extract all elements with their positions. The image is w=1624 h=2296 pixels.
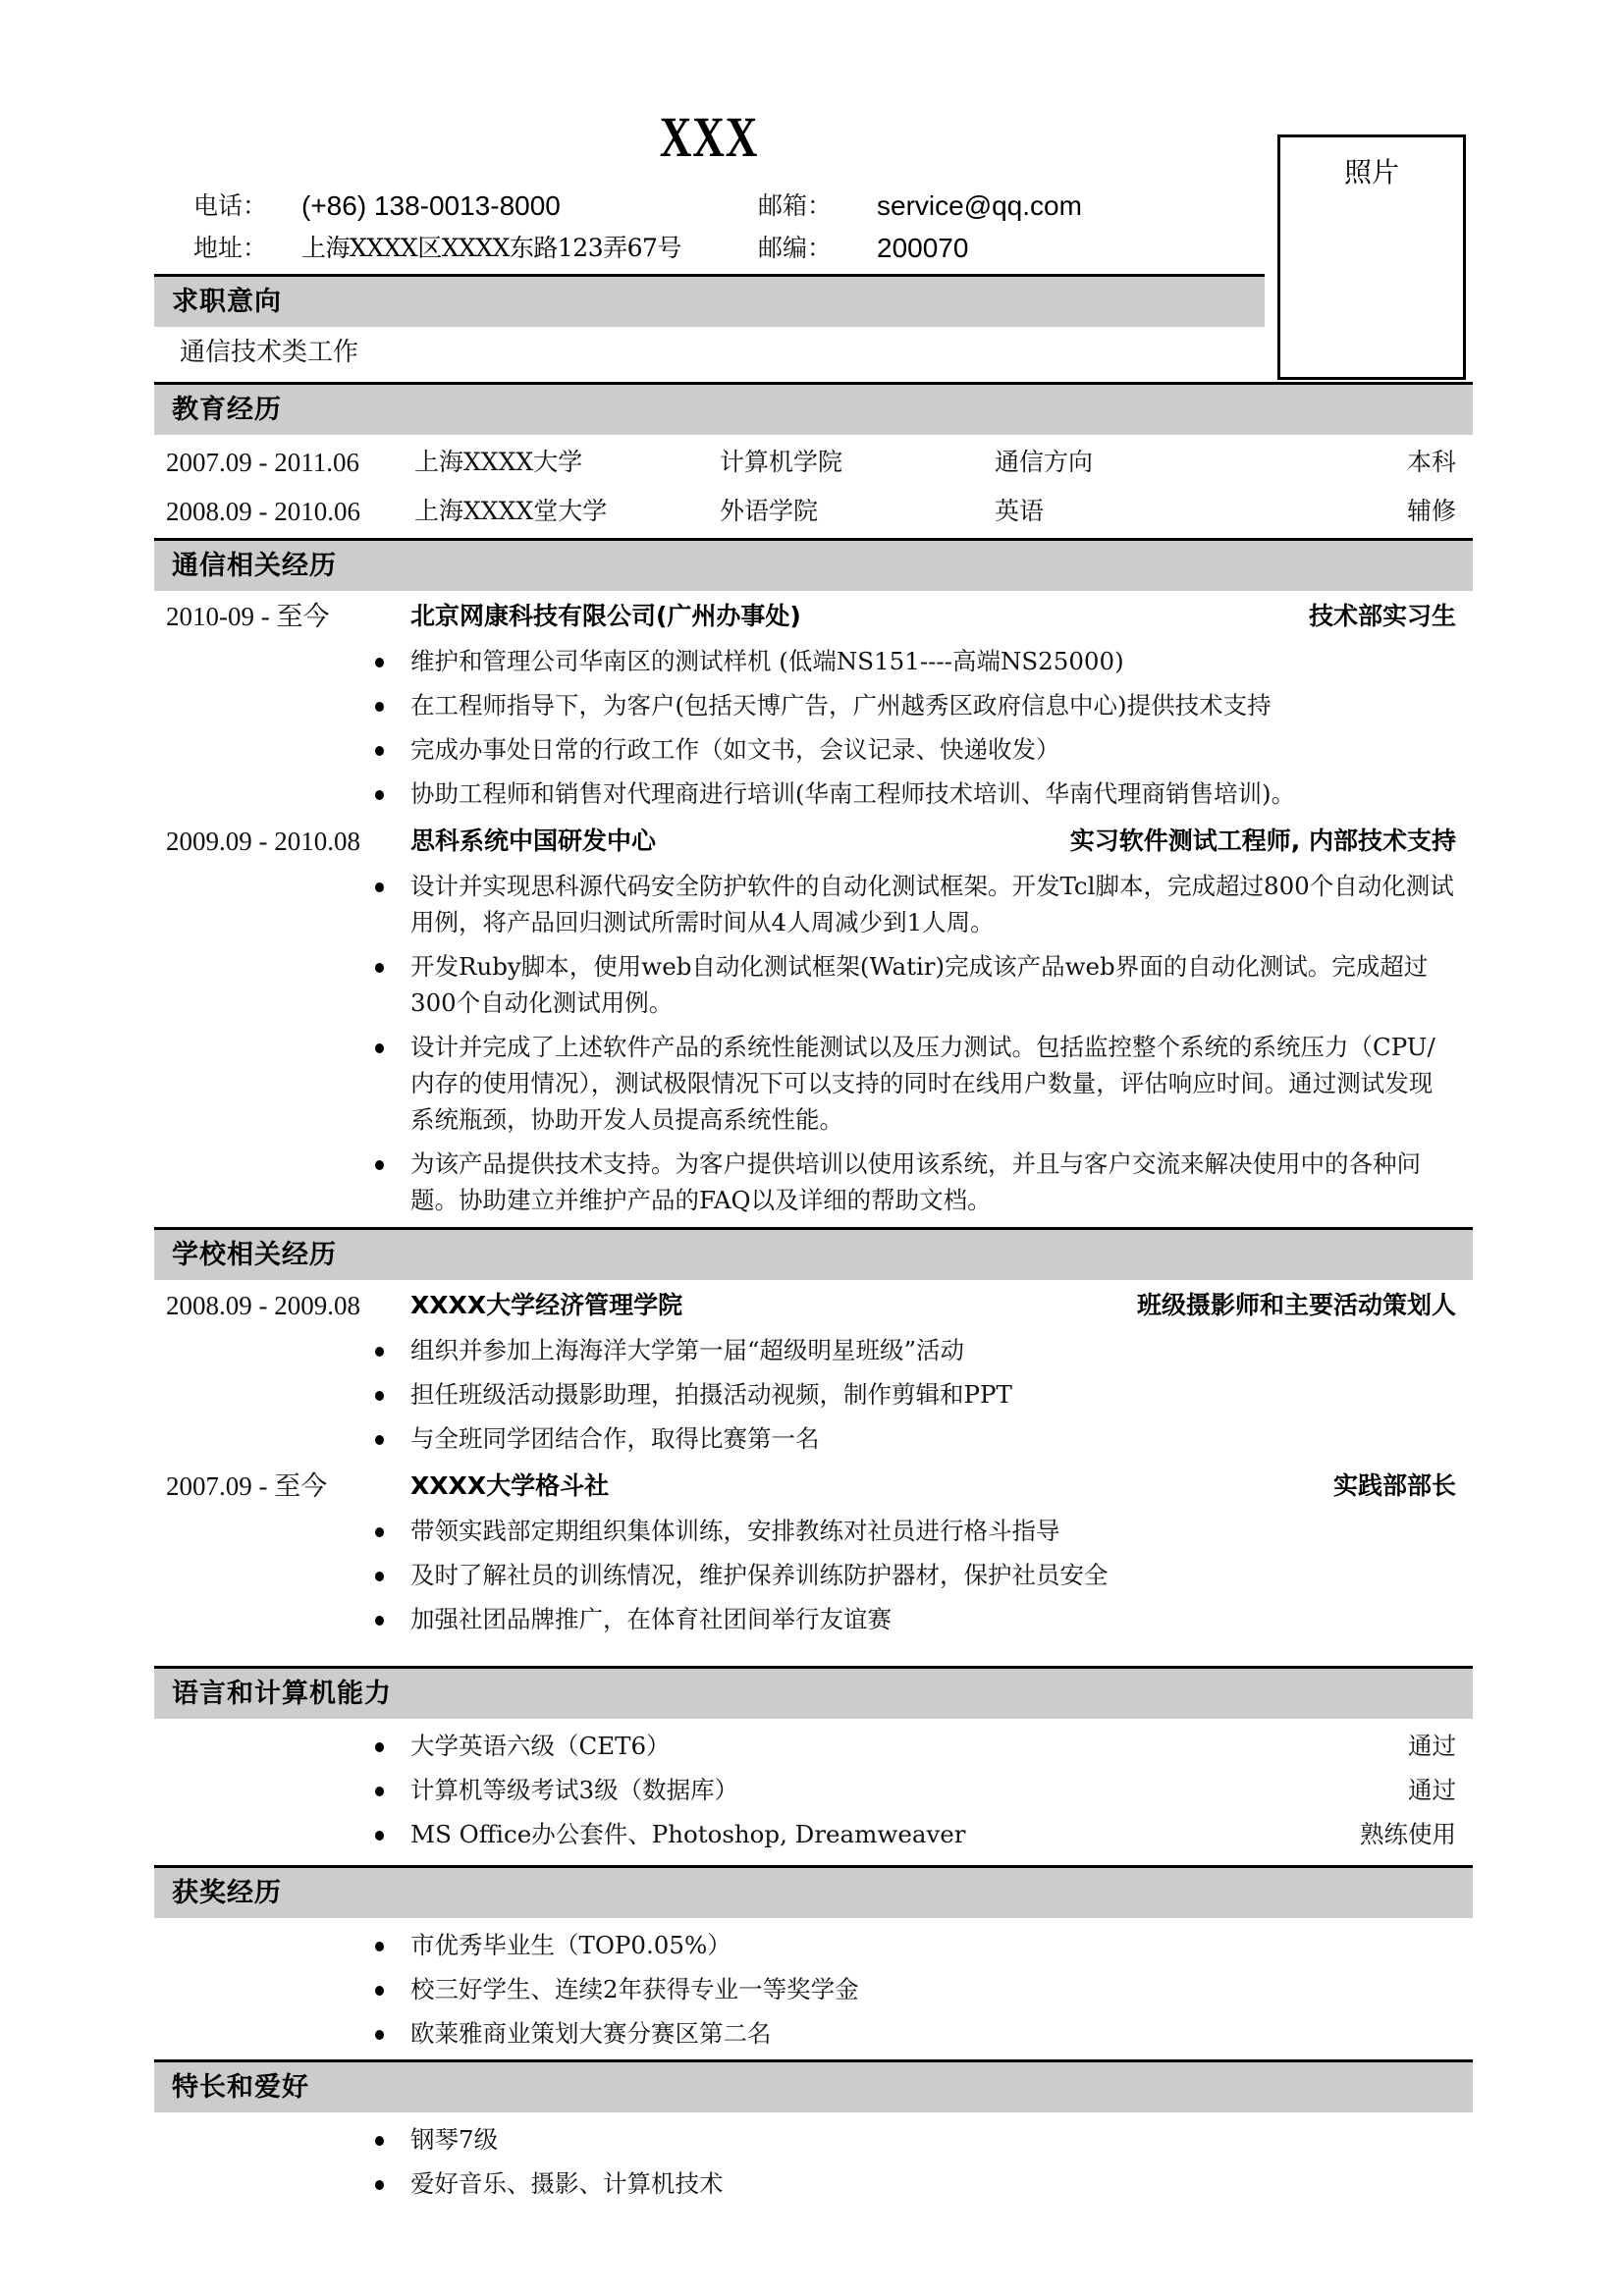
hobbies-list [154,2117,1473,2206]
education-row [154,487,1473,536]
section-header-work [154,538,1473,591]
bullet-text: 担任班级活动摄影助理，拍摄活动视频，制作剪辑和PPT [410,1380,1012,1409]
address-label: 地址： [193,234,268,262]
entry-period: 2010-09 - 至今 [166,602,330,631]
phone-value: (+86) 138-0013-8000 [301,190,561,221]
hobby-text: 钢琴7级 [410,2125,499,2154]
bullet-item [410,1025,1473,1142]
section-title: 特长和爱好 [172,2072,309,2103]
address-value: 上海XXXX区XXXX东路123弄67号 [301,234,681,262]
bullet-text: 加强社团品牌推广，在体育社团间举行友谊赛 [410,1605,892,1633]
section-work [154,538,1473,1222]
skills-list [154,1724,1473,1856]
skill-item [410,1724,1473,1768]
email-label: 邮箱： [758,191,833,220]
skill-text: MS Office办公套件、Photoshop, Dreamweaver [410,1820,966,1848]
bullet-item [410,1142,1473,1222]
bullet-text: 完成办事处日常的行政工作（如文书，会议记录、快递收发） [410,735,1060,764]
bullet-dot-icon [375,1942,384,1951]
work-entry [154,594,1473,816]
entry-role: 技术部实习生 [1308,602,1456,630]
section-title: 学校相关经历 [172,1240,337,1270]
section-title: 通信相关经历 [172,551,337,581]
bullet-item [410,864,1473,944]
entry-organization: XXXX大学格斗社 [410,1471,610,1500]
bullet-dot-icon [375,1787,384,1796]
section-header-hobbies [154,2059,1473,2112]
entry-header [154,1283,1473,1328]
photo-label: 照片 [1343,156,1399,188]
bullet-text: 维护和管理公司华南区的测试样机 (低端NS151----高端NS25000) [410,647,1124,675]
section-header-objective [154,274,1265,327]
bullet-dot-icon [375,1986,384,1996]
bullet-dot-icon [375,2030,384,2040]
award-item [410,1923,1473,1967]
entry-period: 2007.09 - 至今 [166,1471,328,1501]
skill-level: 通过 [1408,1776,1456,1804]
education-school: 上海XXXX堂大学 [414,497,608,525]
skill-level: 通过 [1408,1732,1456,1760]
bullet-dot-icon [375,1347,384,1357]
section-header-skills [154,1666,1473,1719]
candidate-name: XXX [659,105,759,169]
bullet-dot-icon [375,882,384,892]
bullet-item [410,772,1473,816]
section-title: 求职意向 [172,287,282,317]
entry-bullets [154,1328,1473,1461]
bullet-dot-icon [375,1572,384,1581]
entry-bullets [154,864,1473,1222]
bullet-text: 及时了解社员的训练情况，维护保养训练防护器材，保护社员安全 [410,1561,1109,1589]
zip-label: 邮编： [758,234,833,262]
bullet-item [410,1328,1473,1372]
hobby-item [410,2117,1473,2162]
section-header-education [154,382,1473,435]
bullet-dot-icon [375,1391,384,1401]
bullet-dot-icon [375,658,384,667]
bullet-dot-icon [375,2136,384,2146]
entry-header [154,594,1473,639]
award-item [410,1967,1473,2011]
bullet-text: 组织并参加上海海洋大学第一届“超级明星班级”活动 [410,1336,965,1364]
bullet-item [410,1416,1473,1461]
bullet-dot-icon [375,2180,384,2190]
school-entry [154,1464,1473,1641]
awards-list [154,1923,1473,2056]
education-degree: 本科 [1406,448,1456,476]
school-entry [154,1283,1473,1461]
section-title: 获奖经历 [172,1878,282,1908]
skill-item [410,1768,1473,1812]
education-school: 上海XXXX大学 [414,448,583,476]
bullet-dot-icon [375,1160,384,1170]
bullet-item [410,1372,1473,1416]
bullet-text: 设计并完成了上述软件产品的系统性能测试以及压力测试。包括监控整个系统的系统压力（CPU/内存的使用情况），测试极限情况下可以支持的同时在线用户数量，评估响应时间。通过测试发现系统瓶颈，协助开发人员提高系统性能。 [410,1033,1435,1134]
education-department: 计算机学院 [720,448,843,476]
bullet-item [410,639,1473,683]
skill-text: 计算机等级考试3级（数据库） [410,1776,739,1804]
email-value: service@qq.com [877,190,1082,221]
entry-header [154,819,1473,864]
objective-text: 通信技术类工作 [180,338,359,367]
entry-bullets [154,639,1473,816]
award-text: 欧莱雅商业策划大赛分赛区第二名 [410,2019,772,2048]
bullet-text: 为该产品提供技术支持。为客户提供培训以使用该系统，并且与客户交流来解决使用中的各种问题。协助建立并维护产品的FAQ以及详细的帮助文档。 [410,1149,1421,1214]
section-header-awards [154,1865,1473,1918]
bullet-item [410,944,1473,1025]
entry-organization: 北京网康科技有限公司(广州办事处) [410,602,801,630]
section-title: 语言和计算机能力 [172,1679,392,1709]
entry-period: 2009.09 - 2010.08 [166,827,360,856]
section-school [154,1227,1473,1641]
bullet-dot-icon [375,1742,384,1752]
section-objective [154,274,1473,372]
section-awards [154,1865,1473,2056]
bullet-item [410,1553,1473,1597]
education-major: 英语 [995,497,1045,525]
bullet-text: 协助工程师和销售对代理商进行培训(华南工程师技术培训、华南代理商销售培训)。 [410,779,1296,808]
bullet-dot-icon [375,790,384,800]
skill-level: 熟练使用 [1360,1820,1456,1848]
bullet-dot-icon [375,1435,384,1445]
entry-organization: XXXX大学经济管理学院 [410,1291,683,1319]
phone-label: 电话： [193,191,268,220]
entry-role: 实践部部长 [1332,1471,1456,1500]
entry-role: 班级摄影师和主要活动策划人 [1136,1291,1456,1319]
education-period: 2007.09 - 2011.06 [166,448,359,477]
education-major: 通信方向 [995,448,1094,476]
bullet-dot-icon [375,1616,384,1626]
bullet-dot-icon [375,702,384,712]
bullet-item [410,683,1473,727]
bullet-item [410,1597,1473,1641]
section-education [154,382,1473,536]
zip-value: 200070 [877,233,969,263]
award-item [410,2011,1473,2056]
bullet-dot-icon [375,963,384,973]
skill-text: 大学英语六级（CET6） [410,1732,671,1760]
bullet-text: 设计并实现思科源代码安全防护软件的自动化测试框架。开发Tcl脚本，完成超过800个自动化测试用例，将产品回归测试所需时间从4人周减少到1人周。 [410,872,1454,936]
bullet-text: 与全班同学团结合作，取得比赛第一名 [410,1424,820,1453]
education-degree: 辅修 [1406,497,1456,525]
bullet-item [410,727,1473,772]
entry-organization: 思科系统中国研发中心 [410,827,657,855]
award-text: 校三好学生、连续2年获得专业一等奖学金 [410,1975,859,2003]
bullet-text: 开发Ruby脚本，使用web自动化测试框架(Watir)完成该产品web界面的自动化测试。完成超过300个自动化测试用例。 [410,952,1429,1017]
bullet-dot-icon [375,1527,384,1537]
hobby-item [410,2162,1473,2206]
work-entry [154,819,1473,1222]
entry-role: 实习软件测试工程师, 内部技术支持 [1069,827,1456,855]
education-department: 外语学院 [720,497,819,525]
skill-item [410,1812,1473,1856]
education-row [154,438,1473,487]
entry-header [154,1464,1473,1509]
section-header-school [154,1227,1473,1280]
section-title: 教育经历 [172,395,282,425]
entry-period: 2008.09 - 2009.08 [166,1291,360,1320]
bullet-dot-icon [375,1043,384,1053]
bullet-dot-icon [375,1831,384,1841]
award-text: 市优秀毕业生（TOP0.05%） [410,1931,731,1959]
section-skills [154,1666,1473,1856]
hobby-text: 爱好音乐、摄影、计算机技术 [410,2169,724,2198]
education-period: 2008.09 - 2010.06 [166,497,360,526]
bullet-item [410,1509,1473,1553]
bullet-text: 在工程师指导下，为客户(包括天博广告，广州越秀区政府信息中心)提供技术支持 [410,691,1272,720]
bullet-text: 带领实践部定期组织集体训练，安排教练对社员进行格斗指导 [410,1517,1060,1545]
section-hobbies [154,2059,1473,2206]
bullet-dot-icon [375,746,384,756]
entry-bullets [154,1509,1473,1641]
